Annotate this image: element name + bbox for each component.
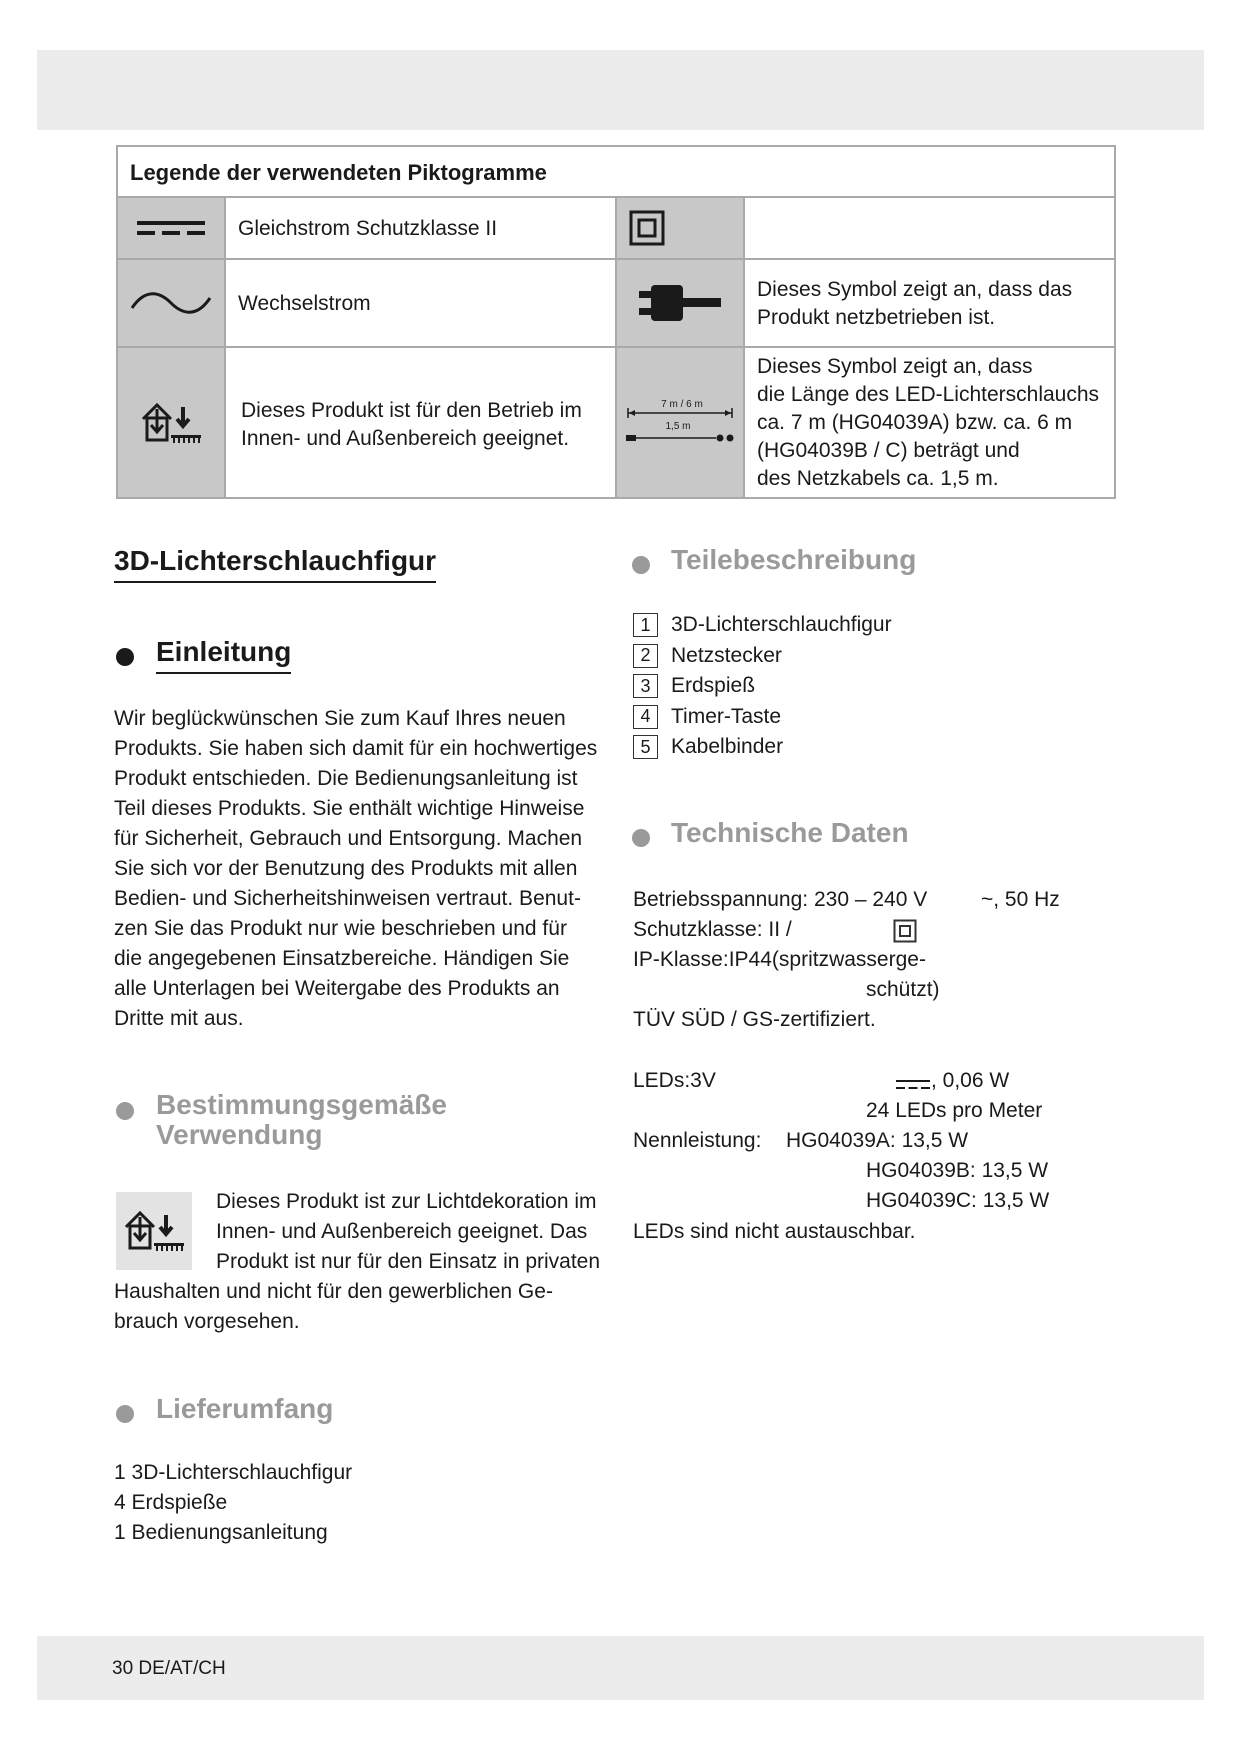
spec-betriebsspannung: Betriebsspannung: 230 – 240 V [633, 888, 928, 911]
spec-nennleistung-c: HG04039C: 13,5 W [866, 1189, 1050, 1212]
spec-schutzklasse: Schutzklasse: II / [633, 918, 792, 941]
bullet-icon [632, 556, 650, 574]
list-item: 4 Erdspieße [114, 1491, 228, 1514]
list-item: 5 Kabelbinder [633, 732, 892, 763]
cable-length-icon [617, 348, 743, 497]
legend-text-laenge-2: die Länge des LED-Lichterschlauchs [757, 383, 1100, 406]
spec-nennleistung-b: HG04039B: 13,5 W [866, 1159, 1049, 1182]
list-item: 1 3D-Lichterschlauchfigur [633, 610, 892, 641]
legend-row [118, 348, 1114, 497]
alternating-current-icon [118, 260, 224, 346]
spec-frequenz: ~, 50 Hz [981, 888, 1060, 911]
legend-row [118, 198, 1114, 260]
protection-class-ii-icon [893, 919, 917, 948]
direct-current-icon [118, 198, 224, 258]
bullet-icon [116, 1102, 134, 1120]
spec-ip-klasse-cont: schützt) [866, 978, 940, 1001]
legend-text-innen-aussen-2: Innen- und Außenbereich geeignet. [241, 427, 570, 450]
section-heading-verwendung: Bestimmungsgemäße Verwendung [156, 1089, 447, 1150]
indoor-outdoor-icon [116, 1192, 192, 1270]
page-title: 3D-Lichterschlauchfigur [114, 545, 436, 583]
legend-text-netzbetrieben-1: Dieses Symbol zeigt an, dass das [757, 278, 1073, 301]
list-item: 4 Timer-Taste [633, 702, 892, 733]
spec-leds-note: LEDs sind nicht austauschbar. [633, 1220, 916, 1243]
section-heading-technische-daten: Technische Daten [671, 817, 909, 848]
pictogram-legend-table [116, 145, 1116, 499]
list-item: 1 3D-Lichterschlauchfigur [114, 1461, 353, 1484]
legend-text-gleichstrom: Gleichstrom Schutzklasse II [238, 217, 498, 240]
cable-length-label-bottom: 1,5 m [665, 420, 691, 432]
direct-current-icon [896, 1078, 930, 1096]
list-item: 3 Erdspieß [633, 671, 892, 702]
legend-text-laenge-3: ca. 7 m (HG04039A) bzw. ca. 6 m [757, 411, 1073, 434]
legend-text-wechselstrom: Wechselstrom [238, 292, 371, 315]
parts-list [633, 610, 892, 763]
einleitung-text: Wir beglückwünschen Sie zum Kauf Ihres neuen Produkts. Sie haben sich damit für ein hochwertiges Produkt entschieden. Die Bedienungsanleitung ist Teil dieses Produkts. Sie enthält wichtige Hinweise für Sicherheit, Gebrauch und Entsorgung. Machen Sie sich vor der Benutzung des Produkts mit allen Bedien- und Sicherheitshinweisen vertraut. Benut- zen Sie das Produkt nur wie beschrieben und für die angegebenen Einsatzbereiche. Händigen Sie alle Unterlagen bei Weitergabe des Produkts an Dritte mit aus. [114, 707, 598, 1030]
legend-row [118, 260, 1114, 348]
bullet-icon [632, 829, 650, 847]
cable-length-label-top: 7 m / 6 m [661, 398, 703, 410]
spec-leds-power: , 0,06 W [931, 1069, 1010, 1092]
page-number: 30 DE/AT/CH [112, 1658, 226, 1679]
spec-leds-per-meter: 24 LEDs pro Meter [866, 1099, 1043, 1122]
list-item: 2 Netzstecker [633, 641, 892, 672]
bullet-icon [116, 1405, 134, 1423]
power-plug-icon [617, 260, 743, 346]
protection-class-ii-icon [617, 198, 743, 258]
legend-text-laenge-1: Dieses Symbol zeigt an, dass [757, 355, 1033, 378]
legend-text-netzbetrieben-2: Produkt netzbetrieben ist. [757, 306, 996, 329]
section-heading-lieferumfang: Lieferumfang [156, 1393, 334, 1424]
spec-ip-klasse: IP-Klasse:IP44(spritzwasserge- [633, 948, 926, 971]
indoor-outdoor-icon [118, 348, 224, 497]
legend-text-innen-aussen-1: Dieses Produkt ist für den Betrieb im [241, 399, 582, 422]
spec-nennleistung-label: Nennleistung: [633, 1129, 762, 1152]
section-heading-einleitung: Einleitung [156, 636, 291, 674]
spec-tuev: TÜV SÜD / GS-zertifiziert. [633, 1008, 876, 1031]
spec-leds-label: LEDs:3V [633, 1069, 716, 1092]
list-item: 1 Bedienungsanleitung [114, 1521, 328, 1544]
legend-title: Legende der verwendeten Piktogramme [118, 147, 1114, 198]
verwendung-text-indented: Dieses Produkt ist zur Lichtdekoration im Innen- und Außenbereich geeignet. Das Produkt ist nur für den Einsatz in privaten [216, 1190, 601, 1273]
legend-text-laenge-5: des Netzkabels ca. 1,5 m. [757, 467, 999, 490]
legend-text-laenge-4: (HG04039B / C) beträgt und [757, 439, 1020, 462]
bullet-icon [116, 648, 134, 666]
spec-nennleistung-a: HG04039A: 13,5 W [786, 1129, 969, 1152]
section-heading-teilebeschreibung: Teilebeschreibung [671, 544, 917, 575]
header-band [37, 50, 1204, 130]
verwendung-text: Haushalten und nicht für den gewerblichen Ge- brauch vorgesehen. [114, 1280, 553, 1333]
lieferumfang-list [114, 1458, 352, 1548]
